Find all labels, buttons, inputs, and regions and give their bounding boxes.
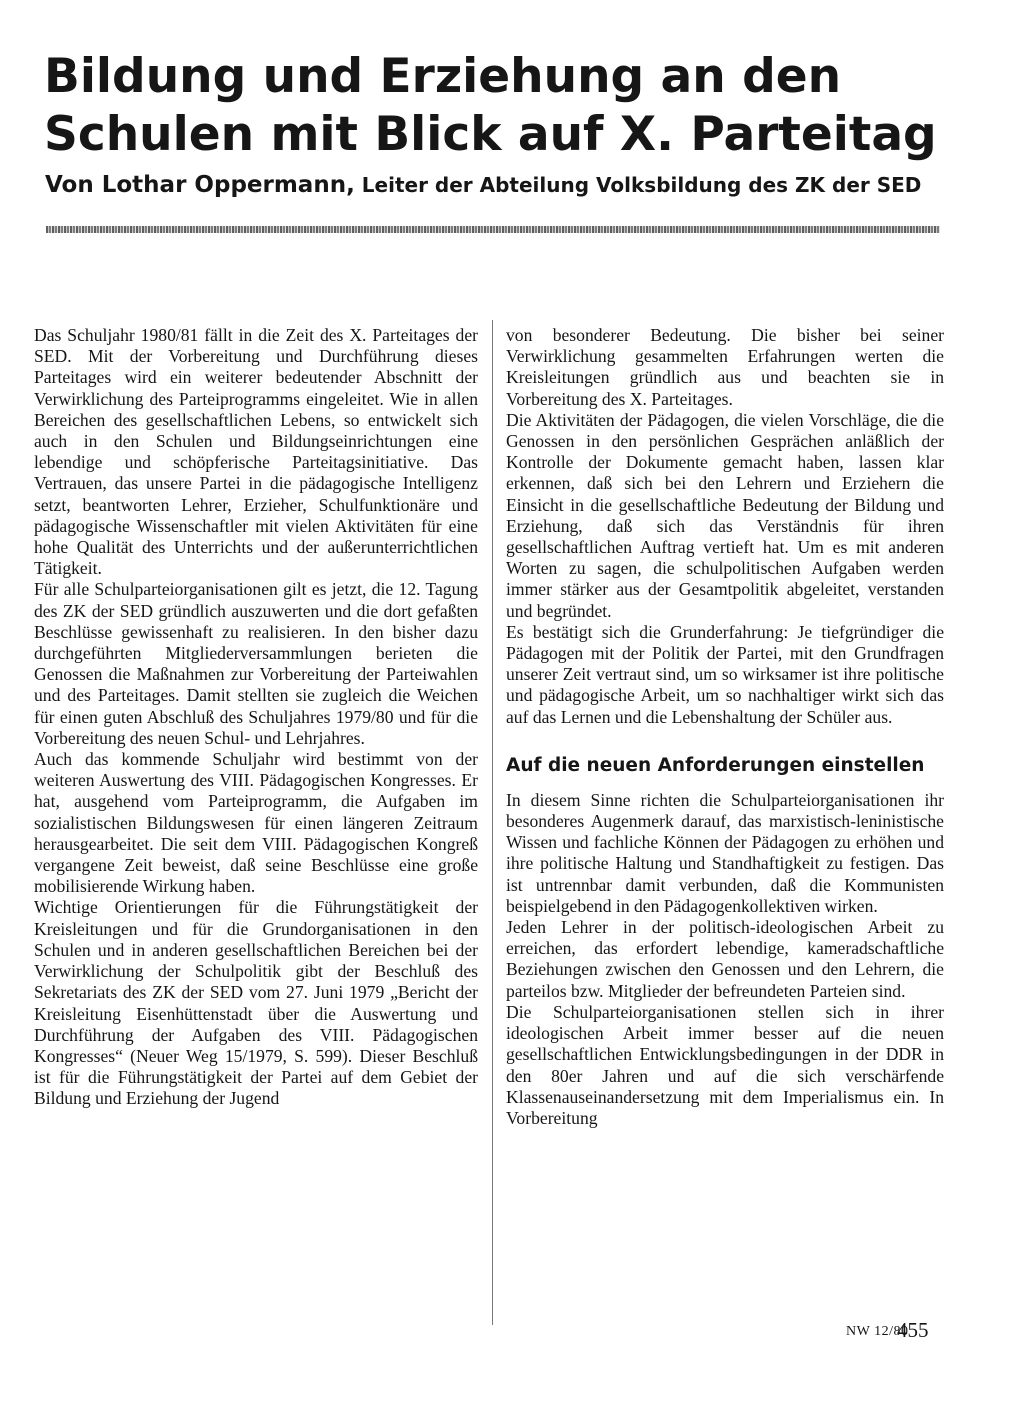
paragraph: Jeden Lehrer in der politisch-ideologischen Arbeit zu erreichen, das erfordert lebendige, kameradschaftliche Beziehungen zwischen den Genossen und den Lehrern, die parteilos bzw. Mitglieder der befreundeten Parteien sind. (506, 917, 944, 1001)
paragraph: In diesem Sinne richten die Schulparteiorganisationen ihr besonderes Augenmerk darauf, das marxistisch-leninistische Wissen und fachliche Können der Pädagogen zu erhöhen und ihre politische Haltung und Standhaftigkeit zu festigen. Das ist untrennbar damit verbunden, daß die Kommunisten beispielgebend in den Pädagogenkollektiven wirken. (506, 789, 944, 916)
title-line-2: Schulen mit Blick auf X. Parteitag (44, 107, 937, 162)
paragraph: Die Schulparteiorganisationen stellen sich in ihrer ideologischen Arbeit immer besser auf die neuen gesellschaftlichen Entwicklungsbedingungen in der DDR in den 80er Jahren und auf die sich verschärfende Klassenauseinandersetzung mit dem Imperialismus ein. In Vorbereitung (506, 1001, 944, 1128)
paragraph: Auch das kommende Schuljahr wird bestimmt von der weiteren Auswertung des VIII. Pädagogischen Kongresses. Er hat, ausgehend vom Parteiprogramm, die Aufgaben im sozialistischen Bildungswesen für einen längeren Zeitraum herausgearbeitet. Die seit dem VIII. Pädagogischen Kongreß vergangene Zeit beweist, daß seine Beschlüsse eine große mobilisierende Wirkung haben. (34, 749, 478, 897)
paragraph: Wichtige Orientierungen für die Führungstätigkeit der Kreisleitungen und für die Grundorganisationen in den Schulen und in anderen gesellschaftlichen Bereichen bei der Verwirklichung der Schulpolitik gibt der Beschluß des Sekretariats des ZK der SED vom 27. Juni 1979 „Bericht der Kreisleitung Eisenhüttenstadt über die Auswertung und Durchführung der Aufgaben des VIII. Pädagogischen Kongresses“ (Neuer Weg 15/1979, S. 599). Dieser Beschluß ist für die Führungstätigkeit der Partei auf dem Gebiet der Bildung und Erziehung der Jugend (34, 897, 478, 1109)
title-line-1: Bildung und Erziehung an den (44, 49, 842, 104)
column-left (34, 325, 478, 1110)
column-right (506, 325, 944, 1129)
paragraph: von besonderer Bedeutung. Die bisher bei seiner Verwirklichung gesammelten Erfahrungen werten die Kreisleitungen gründlich aus und beachten sie in Vorbereitung des X. Parteitages. (506, 325, 944, 409)
paragraph: Es bestätigt sich die Grunderfahrung: Je tiefgründiger die Pädagogen mit der Politik der Partei, mit den Grundfragen unserer Zeit vertraut sind, um so wirksamer ist ihre politische und pädagogische Arbeit, um so nachhaltiger wirkt sich das auf das Lernen und die Lebenshaltung der Schüler aus. (506, 621, 944, 727)
section-subheading: Auf die neuen Anforderungen einstellen (506, 754, 925, 776)
byline-author: Von Lothar Oppermann, (45, 172, 355, 198)
footer-journal-issue: NW 12/80 (846, 1324, 909, 1339)
paragraph: Die Aktivitäten der Pädagogen, die vielen Vorschläge, die die Genossen in den persönlichen Gesprächen anläßlich der Kontrolle der Dokumente gemacht haben, lassen klar erkennen, daß sich bei den Lehrern und Erziehern die Einsicht in die gesellschaftliche Bedeutung der Bildung und Erziehung, daß sich das Verständnis für ihren gesellschaftlichen Auftrag vertieft hat. Um es mit anderen Worten zu sagen, die schulpolitischen Aufgaben werden immer stärker aus der Gesamtpolitik abgeleitet, verstanden und begründet. (506, 409, 944, 621)
title-rule-divider (46, 226, 940, 233)
page-number: 455 (897, 1318, 929, 1342)
column-divider (492, 320, 493, 1325)
byline (45, 172, 945, 198)
paragraph: Das Schuljahr 1980/81 fällt in die Zeit des X. Parteitages der SED. Mit der Vorbereitung und Durchführung dieses Parteitages wird ein weiterer bedeutender Abschnitt der Verwirklichung des Parteiprogramms eingeleitet. Wie in allen Bereichen des gesellschaftlichen Lebens, so entwickelt sich auch in den Schulen und Bildungseinrichtungen eine lebendige und schöpferische Parteitagsinitiative. Das Vertrauen, das unsere Partei in die pädagogische Intelligenz setzt, beantworten Lehrer, Erzieher, Schulfunktionäre und pädagogische Wissenschaftler mit vielen Aktivitäten für eine hohe Qualität des Unterrichts und der außerunterrichtlichen Tätigkeit. (34, 325, 478, 579)
article-title (44, 48, 944, 164)
byline-role: Leiter der Abteilung Volksbildung des ZK der SED (361, 173, 922, 197)
paragraph: Für alle Schulparteiorganisationen gilt es jetzt, die 12. Tagung des ZK der SED gründlich auszuwerten und die dort gefaßten Beschlüsse gewissenhaft zu realisieren. In den bisher dazu durchgeführten Mitgliederversammlungen berieten die Genossen die Maßnahmen zur Vorbereitung der Parteiwahlen und des Parteitages. Damit stellten sie zugleich die Weichen für einen guten Abschluß des Schuljahres 1979/80 und für die Vorbereitung des neuen Schul- und Lehrjahres. (34, 579, 478, 748)
